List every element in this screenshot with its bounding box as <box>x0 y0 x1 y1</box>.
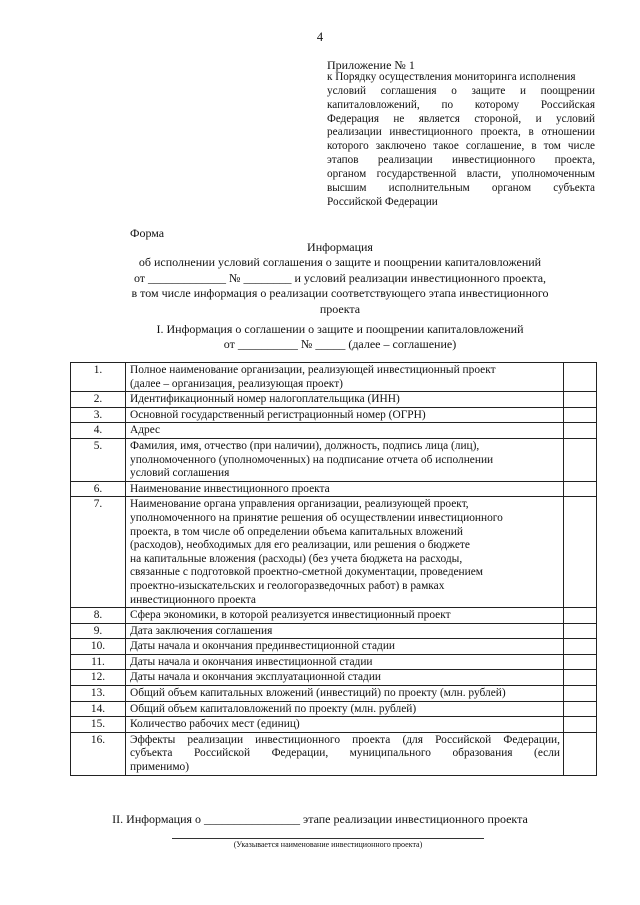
table-row <box>71 608 597 624</box>
caption-rule <box>172 838 484 839</box>
caption-text: (Указывается наименование инвестиционного проекта) <box>233 840 423 849</box>
row-label <box>126 481 564 497</box>
row-number: 4. <box>71 423 126 439</box>
appendix-line: к Порядку осуществления мониторинга исполнения <box>327 71 576 83</box>
appendix-line: органом государственной власти, уполномоченным <box>327 167 595 180</box>
heading-line: от _____________ № ________ и условий реализации инвестиционного проекта, <box>133 270 547 285</box>
row-value-cell[interactable] <box>564 392 597 408</box>
section-1-title: I. Информация о соглашении о защите и поощрении капиталовложений <box>156 322 524 336</box>
table-row <box>71 407 597 423</box>
table-row <box>71 654 597 670</box>
row-label-line: условий соглашения <box>130 467 230 480</box>
row-value-cell[interactable] <box>564 654 597 670</box>
row-label <box>126 670 564 686</box>
row-label-line: Общий объем капиталовложений по проекту (млн. рублей) <box>130 702 417 715</box>
row-label-line: (далее – организация, реализующая проект) <box>130 377 343 390</box>
form-label: Форма <box>130 226 165 240</box>
row-label <box>126 497 564 608</box>
document-heading <box>90 240 590 317</box>
row-label <box>126 407 564 423</box>
row-label-line: Фамилия, имя, отчество (при наличии), должность, подпись лица (лиц), <box>130 439 480 452</box>
row-value-cell[interactable] <box>564 701 597 717</box>
row-label <box>126 717 564 733</box>
row-label-line: уполномоченного (уполномоченных) на подписание отчета об исполнении <box>130 453 494 466</box>
row-value-cell[interactable] <box>564 363 597 392</box>
row-value-cell[interactable] <box>564 732 597 775</box>
row-label <box>126 438 564 481</box>
row-number: 9. <box>71 623 126 639</box>
row-number: 16. <box>71 732 126 775</box>
row-value-cell[interactable] <box>564 481 597 497</box>
row-label <box>126 732 564 775</box>
table-row <box>71 670 597 686</box>
heading-title: Информация <box>307 240 373 254</box>
row-label-line: Дата заключения соглашения <box>130 624 273 637</box>
row-value-cell[interactable] <box>564 608 597 624</box>
row-number: 1. <box>71 363 126 392</box>
row-value-cell[interactable] <box>564 670 597 686</box>
row-number: 12. <box>71 670 126 686</box>
row-number: 6. <box>71 481 126 497</box>
row-label <box>126 363 564 392</box>
appendix-line: высшим исполнительным органом субъекта <box>327 181 595 194</box>
row-label-line: на капитальные вложения (расходы) (без учета бюджета на расходы, <box>130 552 463 565</box>
row-label-line: Эффекты реализации инвестиционного проекта (для Российской Федерации, <box>130 733 560 746</box>
row-label <box>126 639 564 655</box>
table-row <box>71 363 597 392</box>
row-label-line: Даты начала и окончания инвестиционной стадии <box>130 655 373 668</box>
row-label-line: проектно-изыскательских и геологоразведочных работ) в рамках <box>130 579 445 592</box>
page-number: 4 <box>316 30 324 44</box>
appendix-line: условий соглашения о защите и поощрении <box>327 84 595 97</box>
row-label-line: Даты начала и окончания эксплуатационной стадии <box>130 671 382 684</box>
row-label-line: Сфера экономики, в которой реализуется инвестиционный проект <box>130 609 451 622</box>
row-label-line: Количество рабочих мест (единиц) <box>130 718 300 731</box>
table-row <box>71 438 597 481</box>
row-value-cell[interactable] <box>564 497 597 608</box>
row-label-line: (расходов), необходимых для его реализации, или решения о бюджете <box>130 539 470 552</box>
table-row <box>71 423 597 439</box>
section-1-heading <box>90 322 590 352</box>
row-label-line: инвестиционного проекта <box>130 593 256 606</box>
row-label-line: субъекта Российской Федерации, муниципального образования (если <box>130 747 560 760</box>
row-label <box>126 608 564 624</box>
row-number: 15. <box>71 717 126 733</box>
table-row <box>71 481 597 497</box>
row-label-line: проекта, в том числе об определении объема капитальных вложений <box>130 525 463 538</box>
appendix-title: Приложение № 1 <box>327 58 415 72</box>
row-label <box>126 654 564 670</box>
appendix-line: капиталовложений, по которому Российская <box>327 98 595 111</box>
section-1-subtitle: от __________ № _____ (далее – соглашение) <box>223 337 457 351</box>
row-number: 7. <box>71 497 126 608</box>
appendix-line: которого заключено такое соглашение, в том числе <box>327 140 595 153</box>
row-number: 11. <box>71 654 126 670</box>
appendix-line: реализации инвестиционного проекта, в отношении <box>327 126 595 139</box>
row-label-line: применимо) <box>130 761 190 774</box>
row-label-line: Наименование органа управления организации, реализующей проект, <box>130 498 469 511</box>
appendix-line: этапов реализации инвестиционного проекта, <box>327 154 595 167</box>
table-row <box>71 717 597 733</box>
row-label-line: Идентификационный номер налогоплательщика (ИНН) <box>130 393 400 406</box>
appendix-line: Федерация не является стороной, и условий <box>327 112 595 125</box>
table-row <box>71 623 597 639</box>
table-row <box>71 497 597 608</box>
row-value-cell[interactable] <box>564 623 597 639</box>
row-label-line: Полное наименование организации, реализующей инвестиционный проект <box>130 364 496 376</box>
table-row <box>71 392 597 408</box>
heading-line: в том числе информация о реализации соответствующего этапа инвестиционного <box>131 286 549 301</box>
row-value-cell[interactable] <box>564 639 597 655</box>
row-label-line: Основной государственный регистрационный номер (ОГРН) <box>130 408 426 421</box>
row-value-cell[interactable] <box>564 717 597 733</box>
row-label <box>126 623 564 639</box>
row-label <box>126 701 564 717</box>
section-2-title: II. Информация о ________________ этапе реализации инвестиционного проекта <box>112 812 528 826</box>
row-number: 5. <box>71 438 126 481</box>
table-row <box>71 639 597 655</box>
row-number: 10. <box>71 639 126 655</box>
table-row <box>71 701 597 717</box>
row-value-cell[interactable] <box>564 438 597 481</box>
row-value-cell[interactable] <box>564 686 597 702</box>
row-label-line: уполномоченного на принятие решения об осуществлении инвестиционного <box>130 511 503 524</box>
row-label-line: Общий объем капитальных вложений (инвестиций) по проекту (млн. рублей) <box>130 687 506 700</box>
row-label <box>126 423 564 439</box>
row-label <box>126 392 564 408</box>
row-number: 14. <box>71 701 126 717</box>
table-row <box>71 732 597 775</box>
row-number: 2. <box>71 392 126 408</box>
row-number: 3. <box>71 407 126 423</box>
row-number: 13. <box>71 686 126 702</box>
appendix-text <box>327 71 595 209</box>
row-label-line: Наименование инвестиционного проекта <box>130 482 330 495</box>
row-number: 8. <box>71 608 126 624</box>
row-label-line: Даты начала и окончания прединвестиционной стадии <box>130 640 396 653</box>
table-row <box>71 686 597 702</box>
heading-line: об исполнении условий соглашения о защите и поощрении капиталовложений <box>138 255 542 270</box>
row-value-cell[interactable] <box>564 407 597 423</box>
appendix-line: Российской Федерации <box>327 195 438 208</box>
row-label <box>126 686 564 702</box>
agreement-info-table <box>70 362 597 776</box>
row-value-cell[interactable] <box>564 423 597 439</box>
heading-line: проекта <box>319 301 361 316</box>
row-label-line: Адрес <box>130 424 161 437</box>
row-label-line: связанные с подготовкой проектно-сметной документации, проведением <box>130 566 484 579</box>
